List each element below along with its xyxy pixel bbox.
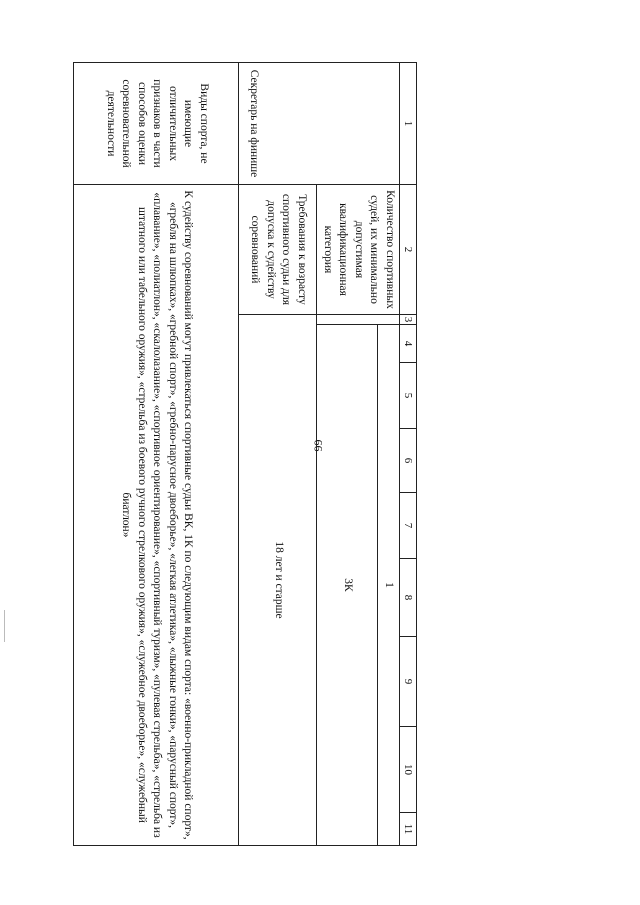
col-number-2: 2 <box>400 185 417 315</box>
referee-requirements-table <box>73 62 417 846</box>
sports-row <box>74 63 239 846</box>
count-value-cell: 1 <box>377 325 399 846</box>
age-value-cell: 18 лет и старше <box>239 315 317 846</box>
col-number-6: 6 <box>400 429 417 493</box>
empty-col3-cell <box>317 315 400 325</box>
column-number-row <box>400 63 417 846</box>
rotated-table-wrapper <box>84 62 417 845</box>
sports-label-cell: Виды спорта, не имеющие отличительных признаков в части способов оценки соревновательной деятельности <box>74 63 239 185</box>
sports-note-cell: К судейству соревнований могут привлекаться спортивные судьи ВК, 1К по следующим видам спорта: «военно-прикладной спорт», «гребля на шлюпках», «гребной спорт», «гребно-парусное двоеборье», «легкая атлетика», «лыжные гонки», «парусный спорт», «плавание», «полиатлон», «скалолазание», «спортивное ориентирование», «спортивный туризм», «пулевая стрельба», «стрельба из штатного или табельного оружия», «стрельба из боевого ручного стрелкового оружия», «служебное двоеборье», «служебный биатлон» <box>74 185 239 846</box>
col-number-5: 5 <box>400 363 417 429</box>
col-number-11: 11 <box>400 813 417 846</box>
col-number-3: 3 <box>400 315 417 325</box>
count-row-top <box>377 63 399 846</box>
col-number-7: 7 <box>400 493 417 559</box>
category-value-cell: 3К <box>317 325 377 846</box>
col-number-4: 4 <box>400 325 417 363</box>
age-label-cell: Требования к возрасту спортивного судьи для допуска к судейству соревнований <box>239 185 317 315</box>
scan-artifact <box>4 610 5 642</box>
page-number: 66 <box>311 439 326 452</box>
role-cell-secretary: Секретарь на финише <box>239 63 400 185</box>
col-number-9: 9 <box>400 637 417 727</box>
col-number-8: 8 <box>400 559 417 637</box>
col-number-10: 10 <box>400 727 417 813</box>
col-number-1: 1 <box>400 63 417 185</box>
count-label-cell: Количество спортивных судей, их минимально допустимая квалификационная категория <box>317 185 400 315</box>
